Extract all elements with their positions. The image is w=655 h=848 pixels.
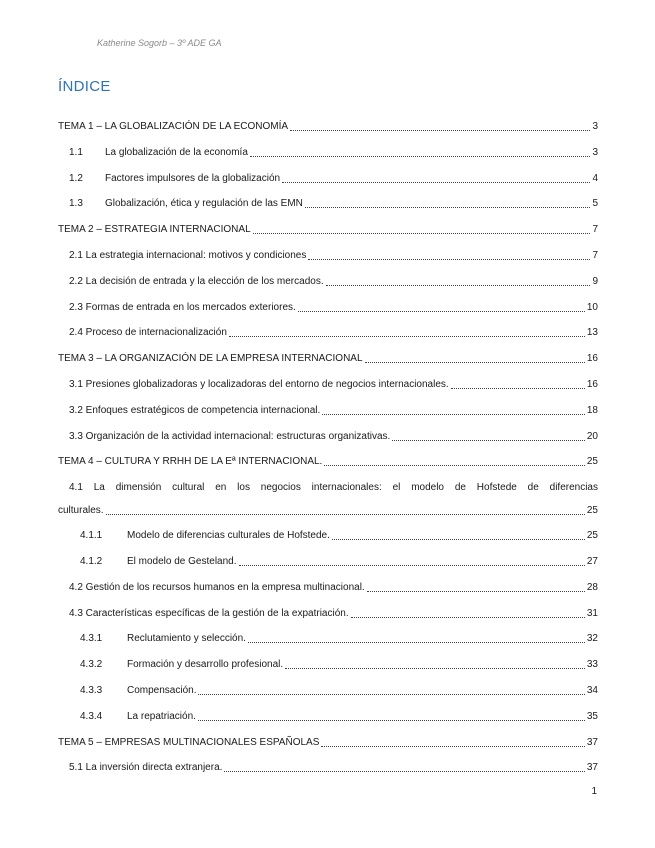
toc-entry-text: 2.1 La estrategia internacional: motivos y condiciones <box>69 249 307 261</box>
toc-page-number: 25 <box>586 456 598 468</box>
toc-entry[interactable] <box>58 553 598 579</box>
dot-leader <box>365 362 585 363</box>
toc-entry[interactable] <box>58 144 598 170</box>
toc-entry[interactable] <box>58 579 598 605</box>
toc-page-number: 34 <box>586 684 598 696</box>
dot-leader <box>392 440 585 441</box>
toc-entry[interactable] <box>58 402 598 428</box>
toc-page-number: 18 <box>586 404 598 416</box>
toc-page-number: 16 <box>586 353 598 365</box>
dot-leader <box>229 336 585 337</box>
page-number: 1 <box>591 786 597 797</box>
dot-leader <box>305 207 591 208</box>
dot-leader <box>367 591 585 592</box>
toc-entry-text: La repatriación. <box>127 710 196 722</box>
toc-page-number: 16 <box>586 378 598 390</box>
toc-entry-number: 1.2 <box>69 172 83 184</box>
page-title: ÍNDICE <box>58 78 111 95</box>
toc-entry[interactable] <box>58 221 598 247</box>
dot-leader <box>298 311 585 312</box>
toc-entry[interactable] <box>58 376 598 402</box>
toc-entry[interactable] <box>58 247 598 273</box>
dot-leader <box>250 156 591 157</box>
dot-leader <box>351 617 585 618</box>
toc-entry-text: 3.3 Organización de la actividad internacional: estructuras organizativas. <box>69 430 391 442</box>
toc-entry-text: Formación y desarrollo profesional. <box>127 659 284 671</box>
toc-page-number: 5 <box>592 198 598 210</box>
toc-page-number: 7 <box>592 249 598 261</box>
toc-page-number: 37 <box>586 762 598 774</box>
toc-page-number: 9 <box>592 275 598 287</box>
toc-entry-number: 1.3 <box>69 198 83 210</box>
toc-entry-text: TEMA 4 – CULTURA Y RRHH DE LA Eª INTERNACIONAL. <box>58 456 323 468</box>
dot-leader <box>332 539 585 540</box>
toc-entry-text: 2.3 Formas de entrada en los mercados exteriores. <box>69 301 296 313</box>
toc-page-number: 3 <box>592 121 598 132</box>
toc-entry-number: 4.1.2 <box>80 555 103 567</box>
toc-entry[interactable] <box>58 734 598 760</box>
running-header: Katherine Sogorb – 3º ADE GA <box>97 38 222 48</box>
toc-entry-text-continued: culturales. <box>58 505 104 517</box>
toc-entry-text: 3.1 Presiones globalizadoras y localizadoras del entorno de negocios internacionales. <box>69 378 449 390</box>
dot-leader <box>451 388 585 389</box>
toc-entry-text: 5.1 La inversión directa extranjera. <box>69 762 223 774</box>
toc-page-number: 37 <box>586 736 598 748</box>
toc-page-number: 25 <box>586 530 598 542</box>
dot-leader <box>324 465 585 466</box>
dot-leader <box>198 720 585 721</box>
toc-entry-text: Reclutamiento y selección. <box>127 633 246 645</box>
toc-entry[interactable] <box>58 605 598 631</box>
dot-leader <box>253 233 591 234</box>
toc-entry[interactable] <box>58 479 598 527</box>
toc-entry[interactable] <box>58 299 598 325</box>
toc-entry-number: 4.1.1 <box>80 530 103 542</box>
toc-page-number: 7 <box>592 224 598 236</box>
toc-entry-text: Modelo de diferencias culturales de Hofstede. <box>127 530 330 542</box>
toc-entry-text: Compensación. <box>127 684 197 696</box>
dot-leader <box>282 182 590 183</box>
toc-page-number: 13 <box>586 327 598 339</box>
toc-entry-number: 4.3.4 <box>80 710 103 722</box>
toc-entry[interactable] <box>58 350 598 376</box>
toc-page-number: 10 <box>586 301 598 313</box>
dot-leader <box>290 130 590 131</box>
toc-page-number: 27 <box>586 555 598 567</box>
toc-entry-text: TEMA 2 – ESTRATEGIA INTERNACIONAL <box>58 224 251 236</box>
dot-leader <box>248 642 585 643</box>
toc-entry[interactable] <box>58 708 598 734</box>
toc-page-number: 28 <box>586 581 598 593</box>
toc-entry[interactable] <box>58 118 598 144</box>
toc-entry-text: 3.2 Enfoques estratégicos de competencia internacional. <box>69 404 321 416</box>
toc-entry-text: TEMA 5 – EMPRESAS MULTINACIONALES ESPAÑOLAS <box>58 736 320 748</box>
toc-entry-text: Factores impulsores de la globalización <box>105 172 281 184</box>
toc-entry[interactable] <box>58 759 598 785</box>
toc-entry-text: La globalización de la economía <box>105 146 248 158</box>
toc-entry-text: El modelo de Gesteland. <box>127 555 237 567</box>
toc-entry[interactable] <box>58 324 598 350</box>
dot-leader <box>308 259 590 260</box>
toc-entry-text: Globalización, ética y regulación de las EMN <box>105 198 303 210</box>
dot-leader <box>198 694 584 695</box>
toc-page-number: 33 <box>586 659 598 671</box>
toc-entry[interactable] <box>58 170 598 196</box>
toc-entry[interactable] <box>58 656 598 682</box>
toc-entry[interactable] <box>58 195 598 221</box>
toc-entry-text: 4.2 Gestión de los recursos humanos en la empresa multinacional. <box>69 581 365 593</box>
dot-leader <box>321 746 585 747</box>
toc-page-number: 20 <box>586 430 598 442</box>
toc-entry-text: TEMA 1 – LA GLOBALIZACIÓN DE LA ECONOMÍA <box>58 121 289 132</box>
toc-entry[interactable] <box>58 428 598 454</box>
dot-leader <box>326 285 591 286</box>
table-of-contents <box>58 118 598 785</box>
toc-page-number: 31 <box>586 607 598 619</box>
toc-page-number: 25 <box>586 505 598 517</box>
dot-leader <box>224 771 584 772</box>
toc-entry-text: 4.3 Características específicas de la gestión de la expatriación. <box>69 607 349 619</box>
toc-entry-text: TEMA 3 – LA ORGANIZACIÓN DE LA EMPRESA INTERNACIONAL <box>58 353 363 365</box>
toc-page-number: 4 <box>592 172 598 184</box>
toc-entry[interactable] <box>58 273 598 299</box>
toc-entry[interactable] <box>58 453 598 479</box>
toc-entry[interactable] <box>58 630 598 656</box>
dot-leader <box>106 514 585 515</box>
toc-entry[interactable] <box>58 527 598 553</box>
toc-entry-number: 1.1 <box>69 146 83 158</box>
toc-entry-number: 4.3.3 <box>80 684 103 696</box>
dot-leader <box>285 668 585 669</box>
toc-page-number: 32 <box>586 633 598 645</box>
toc-entry[interactable] <box>58 682 598 708</box>
toc-entry-number: 4.3.2 <box>80 659 103 671</box>
toc-entry-text: 4.1 La dimensión cultural en los negocios internacionales: el modelo de Hofstede de diferencias <box>69 482 598 494</box>
toc-entry-text: 2.2 La decisión de entrada y la elección de los mercados. <box>69 275 324 287</box>
toc-entry-text: 2.4 Proceso de internacionalización <box>69 327 227 339</box>
toc-page-number: 35 <box>586 710 598 722</box>
dot-leader <box>322 414 585 415</box>
toc-entry-number: 4.3.1 <box>80 633 103 645</box>
dot-leader <box>239 565 585 566</box>
toc-page-number: 3 <box>592 146 598 158</box>
